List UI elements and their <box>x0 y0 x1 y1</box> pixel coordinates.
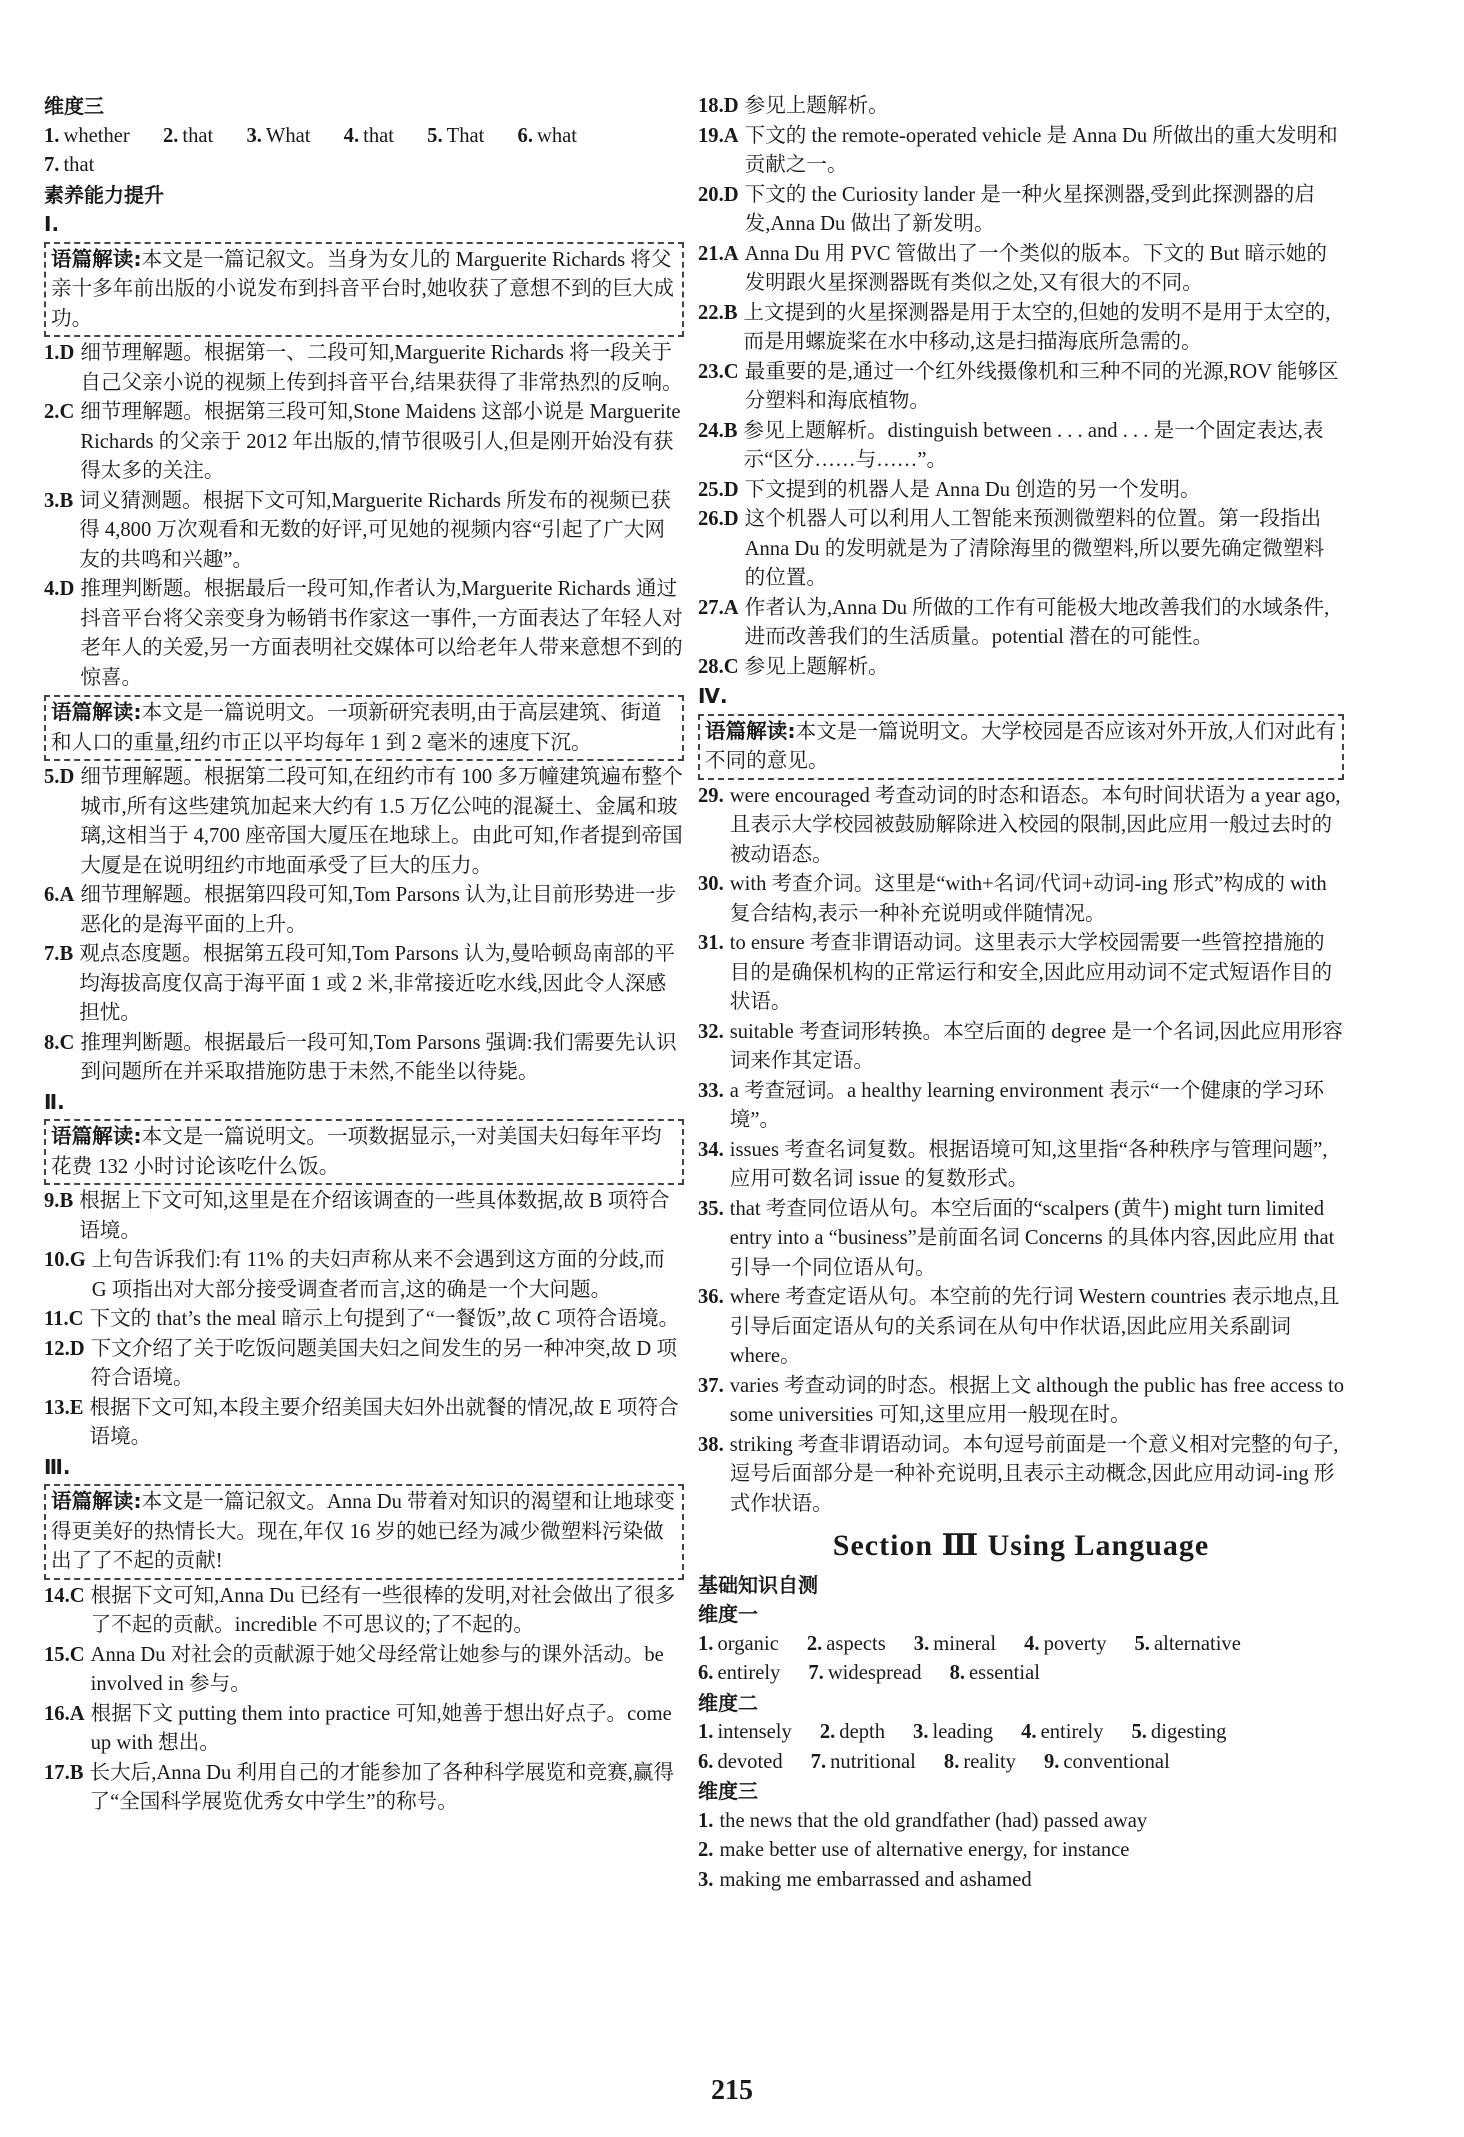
answer-number: 5.D <box>44 766 75 788</box>
basics-heading: 基础知识自测 <box>698 1572 818 1597</box>
answer: 4. poverty <box>1024 1632 1107 1655</box>
answer-item <box>698 1077 1344 1136</box>
answer-number: 11.C <box>44 1308 84 1330</box>
answer-explanation: a 考查冠词。a healthy learning environment 表示“一个健康的学习环境”。 <box>729 1079 1324 1131</box>
answer-explanation: 根据上下文可知,这里是在介绍该调查的一些具体数据,故 B 项符合语境。 <box>79 1190 670 1242</box>
answer-number: 22.B <box>698 301 738 324</box>
answer-number: 12.D <box>44 1337 85 1360</box>
answer-number: 15.C <box>44 1643 85 1666</box>
section-1-marker: Ⅰ. <box>44 212 60 236</box>
answer-explanation: 观点态度题。根据第五段可知,Tom Parsons 认为,曼哈顿岛南部的平均海拔高度仅高于海平面 1 或 2 米,非常接近吃水线,因此令人深感担忧。 <box>79 943 675 1024</box>
answer-explanation: striking 考查非谓语动词。本句逗号前面是一个意义相对完整的句子,逗号后面部分是一种补充说明,且表示主动概念,因此应用动词-ing 形式作状语。 <box>729 1433 1339 1515</box>
passage-summary-box: 语篇解读:本文是一篇说明文。大学校园是否应该对外开放,人们对此有不同的意见。 <box>698 714 1344 780</box>
answer-explanation: 参见上题解析。distinguish between . . . and . . . 是一个固定表达,表示“区分……与……”。 <box>743 419 1324 471</box>
answer-list <box>698 92 1344 682</box>
answer-number: 38. <box>698 1433 724 1456</box>
answer-item <box>698 1431 1344 1520</box>
answer-explanation: 根据下文 putting them into practice 可知,她善于想出好点子。come up with 想出。 <box>90 1702 672 1754</box>
answer-explanation: 这个机器人可以利用人工智能来预测微塑料的位置。第一段指出 Anna Du 的发明就是为了清除海里的微塑料,所以要先确定微塑料的位置。 <box>744 508 1325 589</box>
answer-explanation: making me embarrassed and ashamed <box>719 1868 1032 1891</box>
answer-number: 33. <box>698 1079 724 1102</box>
answer-explanation: Anna Du 用 PVC 管做出了一个类似的版本。下文的 But 暗示她的发明跟火星探测器既有类似之处,又有很大的不同。 <box>744 242 1327 294</box>
dimension-3-answers <box>44 122 684 152</box>
answer-number: 16.A <box>44 1702 85 1725</box>
answer: 3. What <box>246 124 311 147</box>
answer: 5. alternative <box>1134 1632 1241 1655</box>
answer-explanation: 下文介绍了关于吃饭问题美国夫妇之间发生的另一种冲突,故 D 项符合语境。 <box>90 1337 677 1389</box>
answer: 7. that <box>44 154 95 176</box>
answer-explanation: 根据下文可知,本段主要介绍美国夫妇外出就餐的情况,故 E 项符合语境。 <box>89 1396 679 1448</box>
dimension-1-answers <box>698 1659 1344 1689</box>
answer-explanation: suitable 考查词形转换。本空后面的 degree 是一个名词,因此应用形容词来作其定语。 <box>729 1020 1343 1072</box>
answer-explanation: issues 考查名词复数。根据语境可知,这里指“各种秩序与管理问题”,应用可数名词 issue 的复数形式。 <box>729 1138 1328 1190</box>
answer-number: 8.C <box>44 1031 75 1054</box>
answer-item <box>698 1836 1344 1866</box>
answer-item <box>698 1807 1344 1837</box>
answer-explanation: 最重要的是,通过一个红外线摄像机和三种不同的光源,ROV 能够区分塑料和海底植物。 <box>744 360 1339 412</box>
answer: 3. mineral <box>913 1632 997 1655</box>
answer: 4. entirely <box>1021 1721 1104 1743</box>
answer-number: 1. <box>698 1809 714 1832</box>
answer-item <box>44 575 684 693</box>
answer-explanation: Anna Du 对社会的贡献源于她父母经常让她参与的课外活动。be involved in 参与。 <box>90 1643 664 1695</box>
answer-number: 35. <box>698 1197 724 1220</box>
answer-item <box>698 299 1344 358</box>
answer-item <box>44 1700 684 1759</box>
answer-explanation: to ensure 考查非谓语动词。这里表示大学校园需要一些管控措施的目的是确保机构的正常运行和安全,因此应用动词不定式短语作目的状语。 <box>729 932 1333 1013</box>
dimension-2-answers <box>698 1748 1344 1778</box>
answer-number: 24.B <box>698 419 738 442</box>
answer-number: 26.D <box>698 508 739 530</box>
answer-explanation: that 考查同位语从句。本空后面的“scalpers (黄牛) might turn limited entry into a “business”是前面名词 Concerns 的具体内容,因此应用 that 引导一个同位语从句。 <box>729 1197 1335 1279</box>
answer-explanation: 根据下文可知,Anna Du 已经有一些很棒的发明,对社会做出了很多了不起的贡献。incredible 不可思议的;了不起的。 <box>90 1584 676 1636</box>
dimension-3-answers <box>698 1807 1344 1896</box>
answer-number: 3. <box>698 1868 714 1891</box>
answer-explanation: 推理判断题。根据最后一段可知,作者认为,Marguerite Richards 通过抖音平台将父亲变身为畅销书作家这一事件,一方面表达了年轻人对老年人的关爱,另一方面表明社交媒体可以给老年人带来意想不到的惊喜。 <box>80 578 683 689</box>
answer-number: 36. <box>698 1286 724 1308</box>
answer-item <box>44 1187 684 1246</box>
answer-number: 18.D <box>698 95 739 117</box>
answer-item <box>44 1305 684 1335</box>
answer-explanation: 细节理解题。根据第二段可知,在纽约市有 100 多万幢建筑遍布整个城市,所有这些建筑加起来大约有 1.5 万亿公吨的混凝土、金属和玻璃,这相当于 4,700 座帝国大厦压在地球上。由此可知,作者提到帝国大厦是在说明纽约市地面承受了巨大的压力。 <box>80 766 683 877</box>
answer-number: 25.D <box>698 478 739 501</box>
improve-heading: 素养能力提升 <box>44 182 164 207</box>
answer-item <box>44 398 684 487</box>
section-2-marker: Ⅱ. <box>44 1089 65 1114</box>
answer-item <box>44 1641 684 1700</box>
answer-list <box>44 339 684 693</box>
answer-explanation: 推理判断题。根据最后一段可知,Tom Parsons 强调:我们需要先认识到问题所在并采取措施防患于未然,不能坐以待毙。 <box>80 1031 677 1083</box>
answer-item <box>698 1866 1344 1896</box>
answer-item <box>44 1394 684 1453</box>
answer-explanation: 下文的 that’s the meal 暗示上句提到了“一餐饭”,故 C 项符合语境。 <box>89 1308 680 1330</box>
answer-item <box>44 763 684 881</box>
answer-explanation: varies 考查动词的时态。根据上文 although the public has free access to some universities 可知,这里应用一般现在时。 <box>729 1374 1344 1426</box>
answer-number: 34. <box>698 1138 724 1161</box>
answer-item <box>698 92 1344 122</box>
answer-item <box>44 1029 684 1088</box>
answer-number: 19.A <box>698 124 739 147</box>
answer-number: 7.B <box>44 943 74 965</box>
answer-item <box>698 1283 1344 1372</box>
answer-item <box>698 653 1344 683</box>
answer-item <box>44 1335 684 1394</box>
answer-item <box>44 940 684 1029</box>
answer: 6. devoted <box>698 1750 783 1773</box>
answer-item <box>698 505 1344 594</box>
answer-explanation: 长大后,Anna Du 利用自己的才能参加了各种科学展览和竞赛,赢得了“全国科学展览优秀女中学生”的称号。 <box>89 1761 675 1813</box>
answer-item <box>44 339 684 398</box>
answer-explanation: 作者认为,Anna Du 所做的工作有可能极大地改善我们的水域条件,进而改善我们的生活质量。potential 潜在的可能性。 <box>744 596 1330 648</box>
answer-explanation: 细节理解题。根据第一、二段可知,Marguerite Richards 将一段关于自己父亲小说的视频上传到抖音平台,结果获得了非常热烈的反响。 <box>80 342 683 394</box>
answer-number: 3.B <box>44 489 74 512</box>
answer-item <box>44 1582 684 1641</box>
answer-explanation: 细节理解题。根据第四段可知,Tom Parsons 认为,让目前形势进一步恶化的是海平面的上升。 <box>80 884 677 936</box>
answer: 8. essential <box>949 1662 1040 1684</box>
answer-item <box>698 240 1344 299</box>
answer-number: 21.A <box>698 242 739 265</box>
answer: 6. entirely <box>698 1662 781 1684</box>
answer-explanation: 上句告诉我们:有 11% 的夫妇声称从来不会遇到这方面的分歧,而 G 项指出对大部分接受调查者而言,这的确是一个大问题。 <box>91 1249 665 1301</box>
answer: 8. reality <box>943 1750 1016 1773</box>
dimension-3-heading: 维度三 <box>698 1779 758 1803</box>
answer-item <box>44 1759 684 1818</box>
answer-explanation: the news that the old grandfather (had) passed away <box>719 1809 1148 1832</box>
answer-number: 30. <box>698 873 724 895</box>
section-3-marker: Ⅲ. <box>44 1454 71 1479</box>
section-title: Section Ⅲ Using Language <box>832 1529 1210 1562</box>
answer-number: 27.A <box>698 596 739 619</box>
answer-item <box>698 1195 1344 1284</box>
answer-item <box>698 870 1344 929</box>
answer-item <box>698 358 1344 417</box>
answer: 5. That <box>427 124 485 147</box>
page-number: 215 <box>711 2075 753 2106</box>
answer-item <box>698 122 1344 181</box>
passage-summary-box: 语篇解读:本文是一篇记叙文。当身为女儿的 Marguerite Richards 将父亲十多年前出版的小说发布到抖音平台时,她收获了意想不到的巨大成功。 <box>44 242 684 338</box>
answer-list <box>44 763 684 1088</box>
answer-explanation: 下文的 the remote-operated vehicle 是 Anna Du 所做出的重大发明和贡献之一。 <box>744 124 1338 176</box>
answer-item <box>698 181 1344 240</box>
answer: 4. that <box>343 124 394 147</box>
answer-number: 4.D <box>44 578 75 600</box>
answer-item <box>698 476 1344 506</box>
answer-item <box>698 594 1344 653</box>
answer: 2. aspects <box>806 1632 886 1655</box>
answer-number: 13.E <box>44 1396 84 1419</box>
answer-number: 1.D <box>44 342 75 364</box>
answer-explanation: 下文的 the Curiosity lander 是一种火星探测器,受到此探测器的启发,Anna Du 做出了新发明。 <box>744 183 1315 235</box>
answer: 2. depth <box>819 1721 886 1743</box>
answer-number: 6.A <box>44 884 75 906</box>
answer-explanation: 参见上题解析。 <box>744 95 889 117</box>
answer: 3. leading <box>913 1721 994 1743</box>
answer-explanation: were encouraged 考查动词的时态和语态。本句时间状语为 a year ago,且表示大学校园被鼓励解除进入校园的限制,因此应用一般过去时的被动语态。 <box>729 784 1341 866</box>
answer: 9. conventional <box>1043 1750 1170 1773</box>
passage-summary-box: 语篇解读:本文是一篇说明文。一项新研究表明,由于高层建筑、街道和人口的重量,纽约市正以平均每年 1 到 2 毫米的速度下沉。 <box>44 695 684 761</box>
passage-summary-box: 语篇解读:本文是一篇说明文。一项数据显示,一对美国夫妇每年平均花费 132 小时讨论该吃什么饭。 <box>44 1119 684 1185</box>
answer: 5. digesting <box>1131 1721 1227 1743</box>
passage-summary-box: 语篇解读:本文是一篇记叙文。Anna Du 带着对知识的渴望和让地球变得更美好的热情长大。现在,年仅 16 岁的她已经为减少微塑料污染做出了了不起的贡献! <box>44 1484 684 1580</box>
answer-item <box>44 487 684 576</box>
answer: 7. widespread <box>808 1662 922 1684</box>
answer-item <box>698 1372 1344 1431</box>
answer-item <box>698 1136 1344 1195</box>
dimension-1-answers <box>698 1630 1344 1660</box>
right-column <box>698 92 1344 1895</box>
answer-number: 28.C <box>698 655 739 678</box>
dimension-2-answers <box>698 1718 1344 1748</box>
answer-explanation: 下文提到的机器人是 Anna Du 创造的另一个发明。 <box>744 478 1201 501</box>
answer-number: 14.C <box>44 1584 85 1607</box>
answer-number: 2.C <box>44 401 75 423</box>
answer-item <box>698 417 1344 476</box>
answer-number: 32. <box>698 1020 724 1043</box>
answer-item <box>698 1018 1344 1077</box>
answer-number: 17.B <box>44 1761 84 1784</box>
answer-number: 20.D <box>698 183 739 206</box>
answer-number: 23.C <box>698 360 739 383</box>
answer-item <box>44 1246 684 1305</box>
answer: 1. whether <box>44 124 130 147</box>
answer-explanation: 细节理解题。根据第三段可知,Stone Maidens 这部小说是 Marguerite Richards 的父亲于 2012 年出版的,情节很吸引人,但是刚开始没有获得太多的关注。 <box>80 401 681 482</box>
answer-item <box>698 782 1344 871</box>
answer-explanation: where 考查定语从句。本空前的先行词 Western countries 表示地点,且引导后面定语从句的关系词在从句中作状语,因此应用关系副词 where。 <box>729 1286 1340 1367</box>
section-4-marker: Ⅳ. <box>698 684 728 708</box>
answer-number: 29. <box>698 784 724 807</box>
answer-number: 9.B <box>44 1190 74 1212</box>
answer-list <box>44 1582 684 1818</box>
answer: 2. that <box>162 124 214 147</box>
answer-explanation: with 考查介词。这里是“with+名词/代词+动词-ing 形式”构成的 with 复合结构,表示一种补充说明或伴随情况。 <box>729 873 1327 925</box>
answer-explanation: 参见上题解析。 <box>744 655 889 678</box>
answer-list <box>698 782 1344 1520</box>
answer-number: 37. <box>698 1374 724 1397</box>
answer-item <box>44 881 684 940</box>
answer-item <box>698 929 1344 1018</box>
answer-explanation: 上文提到的火星探测器是用于太空的,但她的发明不是用于太空的,而是用螺旋桨在水中移动,这是扫描海底所急需的。 <box>743 301 1331 353</box>
answer: 7. nutritional <box>810 1750 916 1773</box>
dimension-3-heading: 维度三 <box>44 94 104 118</box>
dimension-3-answers-cont <box>44 151 684 181</box>
answer-number: 10.G <box>44 1249 86 1271</box>
answer-explanation: 词义猜测题。根据下文可知,Marguerite Richards 所发布的视频已获得 4,800 万次观看和无数的好评,可见她的视频内容“引起了广大网友的共鸣和兴趣”。 <box>79 489 671 571</box>
answer-number: 2. <box>698 1839 714 1861</box>
dimension-2-heading: 维度二 <box>698 1690 758 1715</box>
dimension-1-heading: 维度一 <box>698 1602 758 1626</box>
answer-number: 31. <box>698 932 724 954</box>
answer: 1. intensely <box>698 1721 792 1743</box>
answer-list <box>44 1187 684 1453</box>
left-column <box>44 92 684 1818</box>
answer: 1. organic <box>698 1632 779 1655</box>
answer: 6. what <box>517 124 577 147</box>
answer-explanation: make better use of alternative energy, for instance <box>719 1839 1130 1861</box>
